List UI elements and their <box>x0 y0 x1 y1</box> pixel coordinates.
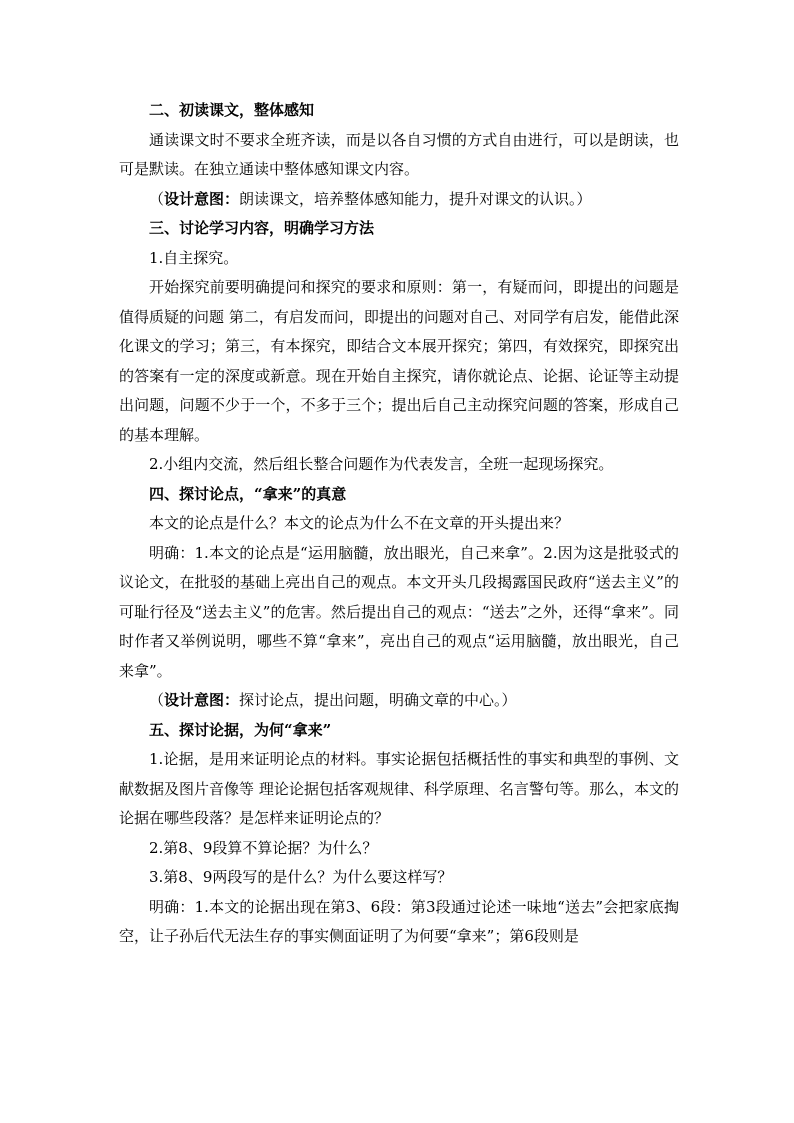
section-heading-5: 五、探讨论据，为何“拿来” <box>149 720 332 739</box>
document-body <box>119 96 679 952</box>
note-label: 设计意图： <box>164 691 240 709</box>
paragraph-inquiry-principles: 开始探究前要明确提问和探究的要求和原则：第一，有疑而问，即提出的问题是值得质疑的问题 第二，有启发而问，即提出的问题对自己、对同学有启发，能借此深化课文的学习；第三，有本探究，即结合文本展开探究；第四，有效探究，即探究出的答案有一定的深度或新意。现在开始自主探究，请你就论点、论据、论证等主动提出问题，问题不少于一个，不多于三个；提出后自己主动探究问题的答案，形成自己的基本理解。 <box>119 278 679 444</box>
paragraph-thesis-answer: 明确：1.本文的论点是“运用脑髓，放出眼光，自己来拿”。2.因为这是批驳式的议论文，在批驳的基础上亮出自己的观点。本文开头几段揭露国民政府“送去主义”的可耻行径及“送去主义”的危害。然后提出自己的观点：“送去”之外，还得“拿来”。同时作者又举例说明，哪些不算“拿来”，亮出自己的观点“运用脑髓，放出眼光，自己来拿”。 <box>119 543 679 680</box>
paragraph-evidence-answer: 明确：1.本文的论据出现在第3、6段：第3段通过论述一味地“送去”会把家底掏空，让子孙后代无法生存的事实侧面证明了为何要“拿来”；第6段则是 <box>119 897 679 945</box>
note-open-paren: （ <box>149 189 165 208</box>
paragraph-evidence-definition: 1.论据，是用来证明论点的材料。事实论据包括概括性的事实和典型的事例、文献数据及图片音像等 理论论据包括客观规律、科学原理、名言警句等。那么，本文的论据在哪些段落？是怎样来证明论点的？ <box>119 750 679 827</box>
paragraph-question-8-9: 2.第8、9段算不算论据？为什么？ <box>149 838 378 857</box>
section-heading-4: 四、探讨论点，“拿来”的真意 <box>149 484 347 503</box>
note-text: 探讨论点，提出问题，明确文章的中心。） <box>239 691 517 709</box>
section-heading-2: 二、初读课文，整体感知 <box>149 101 315 119</box>
design-intent-note-1 <box>119 185 679 215</box>
paragraph-thesis-question: 本文的论点是什么？本文的论点为什么不在文章的开头提出来？ <box>149 514 570 532</box>
paragraph-self-study: 1.自主探究。 <box>149 248 239 267</box>
paragraph-question-8-9-content: 3.第8、9两段写的是什么？为什么要这样写？ <box>149 868 453 886</box>
paragraph-reading-instructions: 通读课文时不要求全班齐读，而是以各自习惯的方式自由进行，可以是朗读，也可是默读。在独立通读中整体感知课文内容。 <box>119 130 679 178</box>
note-open-paren: （ <box>149 691 165 709</box>
section-heading-3: 三、讨论学习内容，明确学习方法 <box>149 219 375 237</box>
design-intent-note-2 <box>119 686 679 716</box>
note-text: 朗读课文，培养整体感知能力，提升对课文的认识。） <box>239 189 592 208</box>
paragraph-group-discussion: 2.小组内交流，然后组长整合问题作为代表发言，全班一起现场探究。 <box>149 455 614 473</box>
note-label: 设计意图： <box>164 189 240 208</box>
